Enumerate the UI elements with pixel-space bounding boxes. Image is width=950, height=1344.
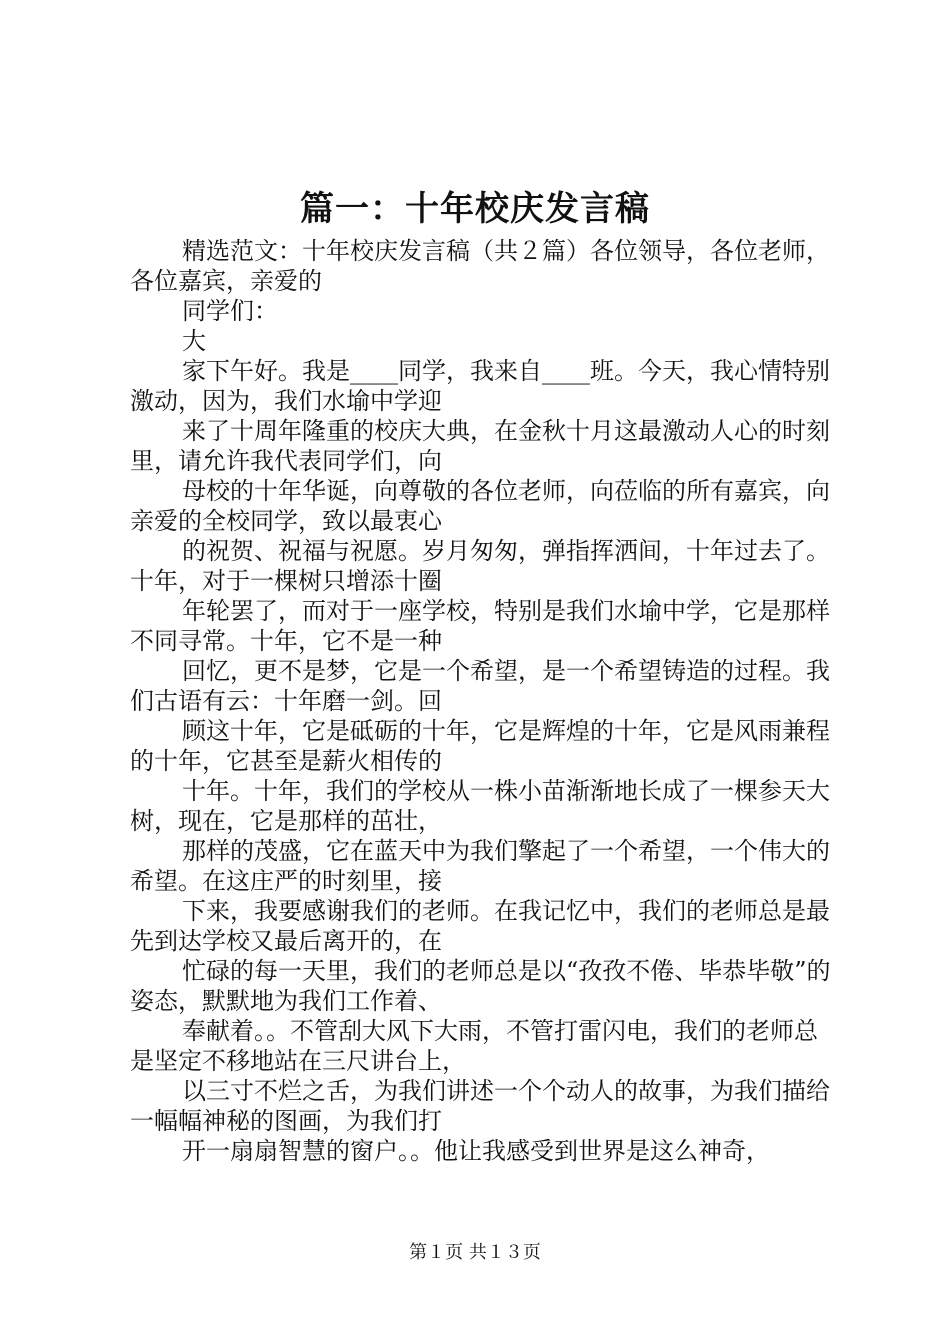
paragraph: 那样的茂盛，它在蓝天中为我们擎起了一个希望，一个伟大的希望。在这庄严的时刻里，接 xyxy=(130,837,830,895)
document-title: 篇一：十年校庆发言稿 xyxy=(300,189,650,229)
paragraph: 母校的十年华诞，向尊敬的各位老师，向莅临的所有嘉宾，向亲爱的全校同学，致以最衷心 xyxy=(130,477,830,535)
paragraph: 顾这十年，它是砥砺的十年，它是辉煌的十年，它是风雨兼程的十年，它甚至是薪火相传的 xyxy=(130,717,830,775)
page-number-footer: 第１页 共１３页 xyxy=(409,1242,541,1263)
paragraph: 忙碌的每一天里，我们的老师总是以“孜孜不倦、毕恭毕敬”的姿态，默默地为我们工作着、 xyxy=(130,957,831,1015)
paragraph: 来了十周年隆重的校庆大典，在金秋十月这最激动人心的时刻里，请允许我代表同学们，向 xyxy=(130,417,830,475)
paragraph: 年轮罢了，而对于一座学校，特别是我们水堬中学，它是那样不同寻常。十年，它不是一种 xyxy=(130,597,830,655)
paragraph: 奉献着。。不管刮大风下大雨，不管打雷闪电，我们的老师总是坚定不移地站在三尺讲台上， xyxy=(130,1017,818,1075)
paragraph: 以三寸不烂之舌，为我们讲述一个个动人的故事，为我们描给一幅幅神秘的图画，为我们打 xyxy=(130,1077,830,1135)
paragraph: 的祝贺、祝福与祝愿。岁月匆匆，弹指挥洒间，十年过去了。十年，对于一棵树只增添十圈 xyxy=(130,537,830,595)
paragraph: 同学们： xyxy=(182,297,278,325)
paragraph: 下来，我要感谢我们的老师。在我记忆中，我们的老师总是最先到达学校又最后离开的，在 xyxy=(130,897,830,955)
paragraph: 家下午好。我是____同学，我来自____班。今天，我心情特别激动，因为，我们水堬中学迎 xyxy=(130,357,830,415)
paragraph: 十年。十年，我们的学校从一株小苗渐渐地长成了一棵参天大树，现在，它是那样的茁壮， xyxy=(130,777,830,835)
paragraph: 大 xyxy=(182,327,206,355)
paragraph: 回忆，更不是梦，它是一个希望，是一个希望铸造的过程。我们古语有云：十年磨一剑。回 xyxy=(130,657,830,715)
paragraph: 精选范文：十年校庆发言稿（共２篇）各位领导，各位老师，各位嘉宾，亲爱的 xyxy=(130,237,830,295)
document-body xyxy=(130,236,835,1166)
paragraph: 开一扇扇智慧的窗户。。他让我感受到世界是这么神奇， xyxy=(182,1137,770,1165)
